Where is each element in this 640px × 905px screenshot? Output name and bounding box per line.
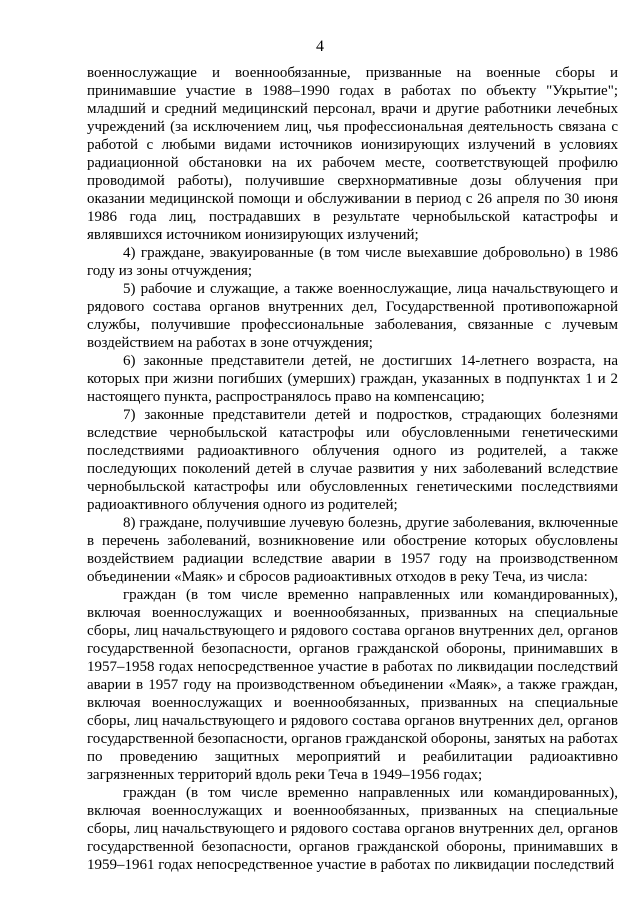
paragraph-subitem-2: граждан (в том числе временно направленных или командированных), включая военнослужащих и военнообязанных, призванных на специальные сборы, лиц начальствующего и рядового состава органов внутренних дел, органов государственной безопасности, органов гражданской обороны, принимавших в 1959–1961 годах непосредственное участие в работах по ликвидации последствий	[87, 785, 618, 873]
document-body	[87, 64, 618, 874]
paragraph-item-7: 7) законные представители детей и подростков, страдающих болезнями вследствие чернобыльской катастрофы или обусловленными генетическими последствиями радиоактивного облучения одного из родителей, а также последующих поколений детей в случае развития у них заболеваний вследствие чернобыльской катастрофы или обусловленных генетическими последствиями радиоактивного облучения одного из родителей;	[87, 407, 618, 513]
paragraph-continuation: военнослужащие и военнообязанные, призванные на военные сборы и принимавшие участие в 1988–1990 годах в работах по объекту "Укрытие"; младший и средний медицинский персонал, врачи и другие работники лечебных учреждений (за исключением лиц, чья профессиональная деятельность связана с работой с любыми видами источников ионизирующих излучений в условиях радиационной обстановки на их рабочем месте, соответствующей профилю проводимой работы), получившие сверхнормативные дозы облучения при оказании медицинской помощи и обслуживании в период с 26 апреля по 30 июня 1986 года лиц, пострадавших в результате чернобыльской катастрофы и являвшихся источником ионизирующих излучений;	[87, 65, 618, 243]
paragraph-subitem-1: граждан (в том числе временно направленных или командированных), включая военнослужащих и военнообязанных, призванных на специальные сборы, лиц начальствующего и рядового состава органов внутренних дел, органов государственной безопасности, органов гражданской обороны, принимавших в 1957–1958 годах непосредственное участие в работах по ликвидации последствий аварии в 1957 году на производственном объединении «Маяк», а также граждан, включая военнослужащих и военнообязанных, призванных на специальные сборы, лиц начальствующего и рядового состава органов внутренних дел, органов государственной безопасности, органов гражданской обороны, занятых на работах по проведению защитных мероприятий и реабилитации радиоактивно загрязненных территорий вдоль реки Теча в 1949–1956 годах;	[87, 587, 618, 783]
page-number: 4	[316, 38, 324, 55]
paragraph-item-4: 4) граждане, эвакуированные (в том числе выехавшие добровольно) в 1986 году из зоны отчуждения;	[87, 245, 618, 279]
paragraph-item-6: 6) законные представители детей, не достигших 14-летнего возраста, на которых при жизни погибших (умерших) граждан, указанных в подпунктах 1 и 2 настоящего пункта, распространялось право на компенсацию;	[87, 353, 618, 405]
paragraph-item-5: 5) рабочие и служащие, а также военнослужащие, лица начальствующего и рядового состава органов внутренних дел, Государственной противопожарной службы, получившие профессиональные заболевания, связанные с лучевым воздействием на работах в зоне отчуждения;	[87, 281, 618, 351]
paragraph-item-8: 8) граждане, получившие лучевую болезнь, другие заболевания, включенные в перечень заболеваний, возникновение или обострение которых обусловлены воздействием радиации вследствие аварии в 1957 году на производственном объединении «Маяк» и сбросов радиоактивных отходов в реку Теча, из числа:	[87, 515, 618, 585]
